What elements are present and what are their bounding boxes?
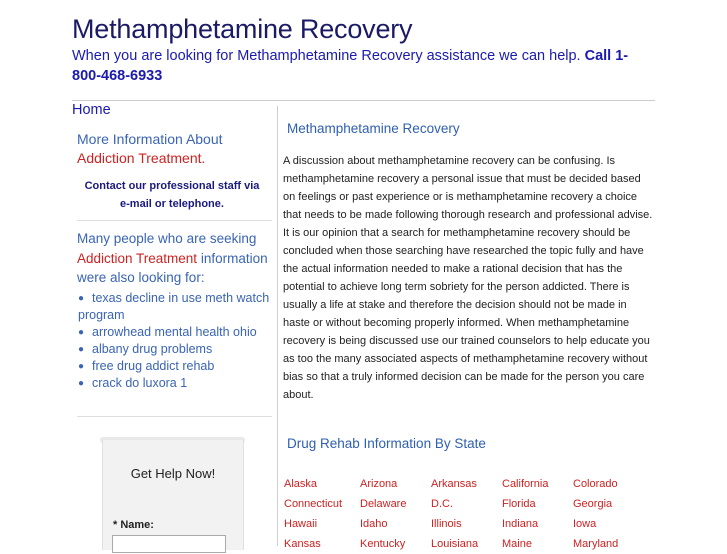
list-item[interactable] [78, 375, 278, 392]
more-info-block [77, 130, 272, 168]
contact-line-1: Contact our professional staff via [84, 180, 260, 192]
list-item[interactable] [78, 358, 278, 375]
seeking-suffix: information were also looking for: [77, 250, 268, 285]
state-link[interactable]: Georgia [573, 498, 613, 510]
header-divider [72, 100, 655, 101]
sidebar-divider [77, 220, 272, 221]
state-link[interactable]: Connecticut [284, 498, 343, 510]
article-paragraph: A discussion about methamphetamine recovery can be confusing. Is methamphetamine recovery a personal issue that must be decided based on feelings or past experience or is methamphetamine recovery a choice that needs to be made following thorough research and professional advise. It is our opinion that a search for methamphetamine recovery should be concluded when those searching have researched the topic fully and have the actual information needed to make a rational decision that has the potential to achieve long term sobriety for the person addicted. There is usually a life at stake and therefore the decision should not be made in haste or without becoming properly informed. When methamphetamine recovery is being discussed use our trained counselors to help educate you as too the many associated aspects of methamphetamine recovery without bias so that a truly informed decision can be made for the person you care about. [283, 155, 653, 401]
tagline [72, 46, 652, 86]
state-link[interactable]: Hawaii [284, 518, 318, 530]
addiction-treatment-inline-link[interactable]: Addiction Treatment [77, 250, 198, 266]
related-link[interactable]: free drug addict rehab [92, 359, 215, 373]
related-link[interactable]: albany drug problems [92, 342, 213, 356]
phone-number[interactable]: Call 1-800-468-6933 [72, 48, 629, 84]
seeking-prefix: Many people who are seeking [77, 231, 257, 246]
state-link[interactable]: Florida [502, 498, 536, 510]
list-item[interactable] [78, 290, 278, 324]
state-link[interactable]: Kansas [284, 538, 321, 550]
bullet-icon: ● [78, 344, 85, 355]
state-link[interactable]: Alaska [284, 478, 318, 490]
article-heading: Methamphetamine Recovery [287, 121, 460, 136]
name-input[interactable] [112, 535, 226, 553]
state-link[interactable]: Louisiana [431, 538, 479, 550]
site-title: Methamphetamine Recovery [72, 14, 413, 44]
state-link[interactable]: Indiana [502, 518, 539, 530]
state-link[interactable]: Maine [502, 538, 532, 550]
tagline-text: When you are looking for Methamphetamine Recovery assistance we can help. [72, 48, 581, 64]
related-link[interactable]: texas decline in use meth watch program [78, 291, 270, 322]
bullet-icon: ● [78, 327, 85, 338]
bullet-icon: ● [78, 293, 85, 304]
state-link[interactable]: Colorado [573, 478, 618, 490]
state-link[interactable]: Illinois [431, 518, 462, 530]
list-item[interactable] [78, 341, 278, 358]
states-heading: Drug Rehab Information By State [287, 436, 486, 451]
state-link[interactable]: Iowa [573, 518, 597, 530]
state-link[interactable]: California [502, 478, 549, 490]
contact-note [72, 177, 272, 213]
nav-home-link[interactable]: Home [72, 102, 111, 118]
state-link[interactable]: Kentucky [360, 538, 406, 550]
contact-line-2: e-mail or telephone. [120, 198, 224, 210]
related-links-list [78, 290, 278, 392]
state-link[interactable]: Idaho [360, 518, 388, 530]
state-link[interactable]: D.C. [431, 498, 453, 510]
name-label: * Name: [113, 519, 154, 531]
addiction-treatment-link[interactable]: Addiction Treatment. [77, 150, 206, 166]
bullet-icon: ● [78, 378, 85, 389]
more-info-text: More Information About [77, 131, 223, 147]
state-link[interactable]: Arizona [360, 478, 398, 490]
state-link[interactable]: Delaware [360, 498, 407, 510]
help-form [102, 440, 244, 550]
form-heading: Get Help Now! [130, 466, 216, 481]
seeking-text [77, 229, 272, 288]
list-item[interactable] [78, 324, 278, 341]
state-link[interactable]: Arkansas [431, 478, 477, 490]
related-link[interactable]: crack do luxora 1 [92, 376, 188, 390]
sidebar-divider-2 [77, 416, 272, 417]
bullet-icon: ● [78, 361, 85, 372]
state-link[interactable]: Maryland [573, 538, 619, 550]
related-link[interactable]: arrowhead mental health ohio [92, 325, 257, 339]
